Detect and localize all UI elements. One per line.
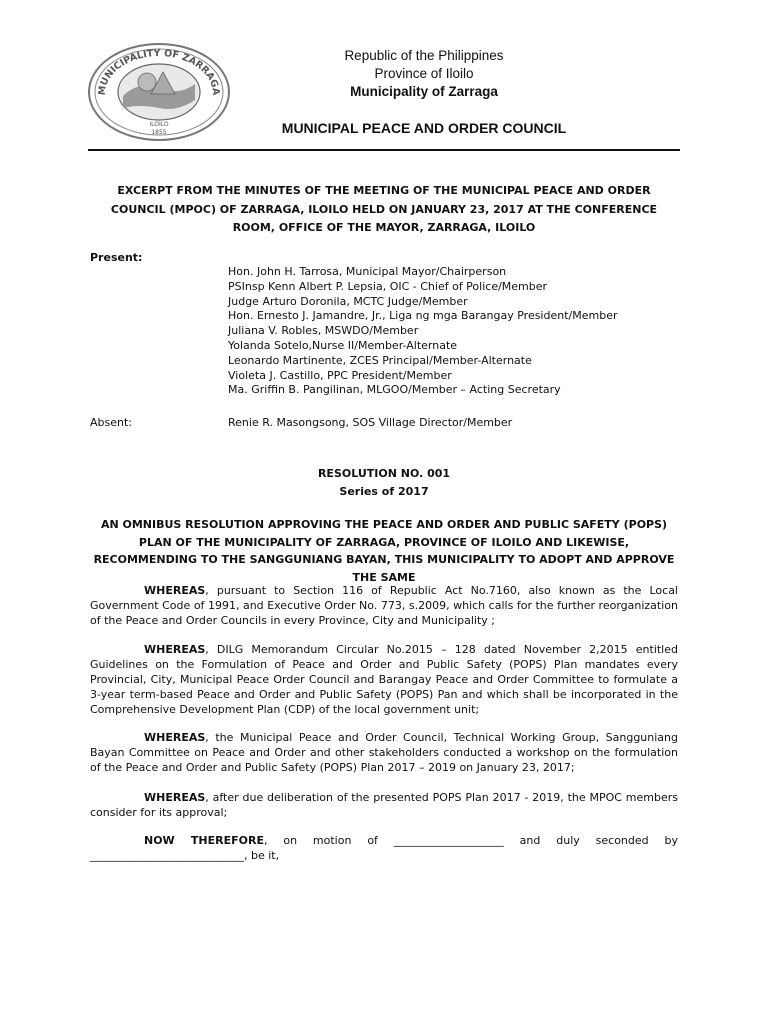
whereas-clause-2 bbox=[90, 642, 678, 717]
seal-ring-text: MUNICIPALITY OF ZARRAGA bbox=[96, 47, 222, 96]
resolution-number: RESOLUTION NO. 001 bbox=[317, 467, 451, 480]
clause-text: , the Municipal Peace and Order Council, Technical Working Group, Sangguniang Bayan Committee on Peace and Order and other stakeholders conducted a workshop on the formulation of the Peace and Order and Public Safety (POPS) Plan 2017 – 2019 on January 23, 2017; bbox=[90, 731, 678, 774]
present-members-list bbox=[228, 265, 617, 398]
clause-lead: WHEREAS bbox=[144, 731, 206, 744]
whereas-clause-1 bbox=[90, 583, 678, 628]
resolution-title: AN OMNIBUS RESOLUTION APPROVING THE PEACE AND ORDER AND PUBLIC SAFETY (POPS) PLAN OF THE MUNICIPALITY OF ZARRAGA, PROVINCE OF ILOILO AND LIKEWISE, RECOMMENDING TO THE SANGGUNIANG BAYAN, THIS MUNICIPALITY TO ADOPT AND APPROVE THE SAME bbox=[93, 518, 675, 584]
clause-lead: WHEREAS bbox=[144, 643, 206, 656]
present-member: Ma. Griffin B. Pangilinan, MLGOO/Member – Acting Secretary bbox=[228, 383, 561, 397]
seal-year-text: 1855 bbox=[151, 129, 167, 136]
resolution-heading bbox=[90, 465, 678, 501]
present-label: Present: bbox=[90, 251, 143, 264]
header-council: MUNICIPAL PEACE AND ORDER COUNCIL bbox=[281, 120, 567, 136]
header-municipality: Municipality of Zarraga bbox=[350, 84, 498, 99]
clause-text: , DILG Memorandum Circular No.2015 – 128 dated November 2,2015 entitled Guidelines on the Formulation of Peace and Order and Public Safety (POPS) Plan mandates every Provincial, City, Municipal Peace Order Council and Barangay Peace and Order Committee to formulate a 3-year term-based Peace and Order and Public Safety (POPS) Pan and which shall be incorporated in the Comprehensive Development Plan (CDP) of the local government unit; bbox=[90, 643, 678, 716]
present-member: Juliana V. Robles, MSWDO/Member bbox=[228, 324, 419, 338]
absent-member: Renie R. Masongsong, SOS Village Director/Member bbox=[228, 416, 513, 429]
present-member: Violeta J. Castillo, PPC President/Member bbox=[228, 368, 452, 382]
clause-lead: WHEREAS bbox=[144, 584, 206, 597]
present-member: Leonardo Martinente, ZCES Principal/Member-Alternate bbox=[228, 353, 532, 367]
present-member: PSInsp Kenn Albert P. Lepsia, OIC - Chief of Police/Member bbox=[228, 279, 548, 293]
excerpt-title: EXCERPT FROM THE MINUTES OF THE MEETING OF THE MUNICIPAL PEACE AND ORDER COUNCIL (MPOC) OF ZARRAGA, ILOILO HELD ON JANUARY 23, 2017 AT THE CONFERENCE ROOM, OFFICE OF THE MAYOR, ZARRAGA, ILOILO bbox=[110, 184, 658, 234]
absent-label: Absent: bbox=[90, 416, 132, 429]
clause-lead: WHEREAS bbox=[144, 791, 206, 804]
clause-text: , on motion of ____________________ and duly seconded by ____________________________, be it, bbox=[90, 834, 679, 862]
present-member: Hon. Ernesto J. Jamandre, Jr., Liga ng mga Barangay President/Member bbox=[228, 309, 618, 323]
header-republic: Republic of the Philippines bbox=[344, 48, 504, 63]
whereas-clause-3 bbox=[90, 730, 678, 775]
clause-text: , pursuant to Section 116 of Republic Act No.7160, also known as the Local Government Code of 1991, and Executive Order No. 773, s.2009, which calls for the further reorganization of the Peace and Order Councils in every Province, City and Municipality ; bbox=[90, 584, 678, 627]
now-therefore-clause bbox=[90, 833, 678, 863]
present-member: Yolanda Sotelo,Nurse II/Member-Alternate bbox=[228, 338, 458, 352]
header-divider bbox=[88, 149, 680, 151]
present-member: Hon. John H. Tarrosa, Municipal Mayor/Chairperson bbox=[228, 265, 507, 278]
header-province: Province of Iloilo bbox=[374, 66, 474, 81]
seal-lower-text: ILOILO bbox=[149, 121, 169, 128]
clause-text: , after due deliberation of the presented POPS Plan 2017 - 2019, the MPOC members consider for its approval; bbox=[90, 791, 678, 819]
resolution-series: Series of 2017 bbox=[339, 485, 429, 498]
whereas-clause-4 bbox=[90, 790, 678, 820]
clause-lead: NOW THEREFORE bbox=[144, 834, 264, 847]
present-member: Judge Arturo Doronila, MCTC Judge/Member bbox=[228, 294, 468, 308]
